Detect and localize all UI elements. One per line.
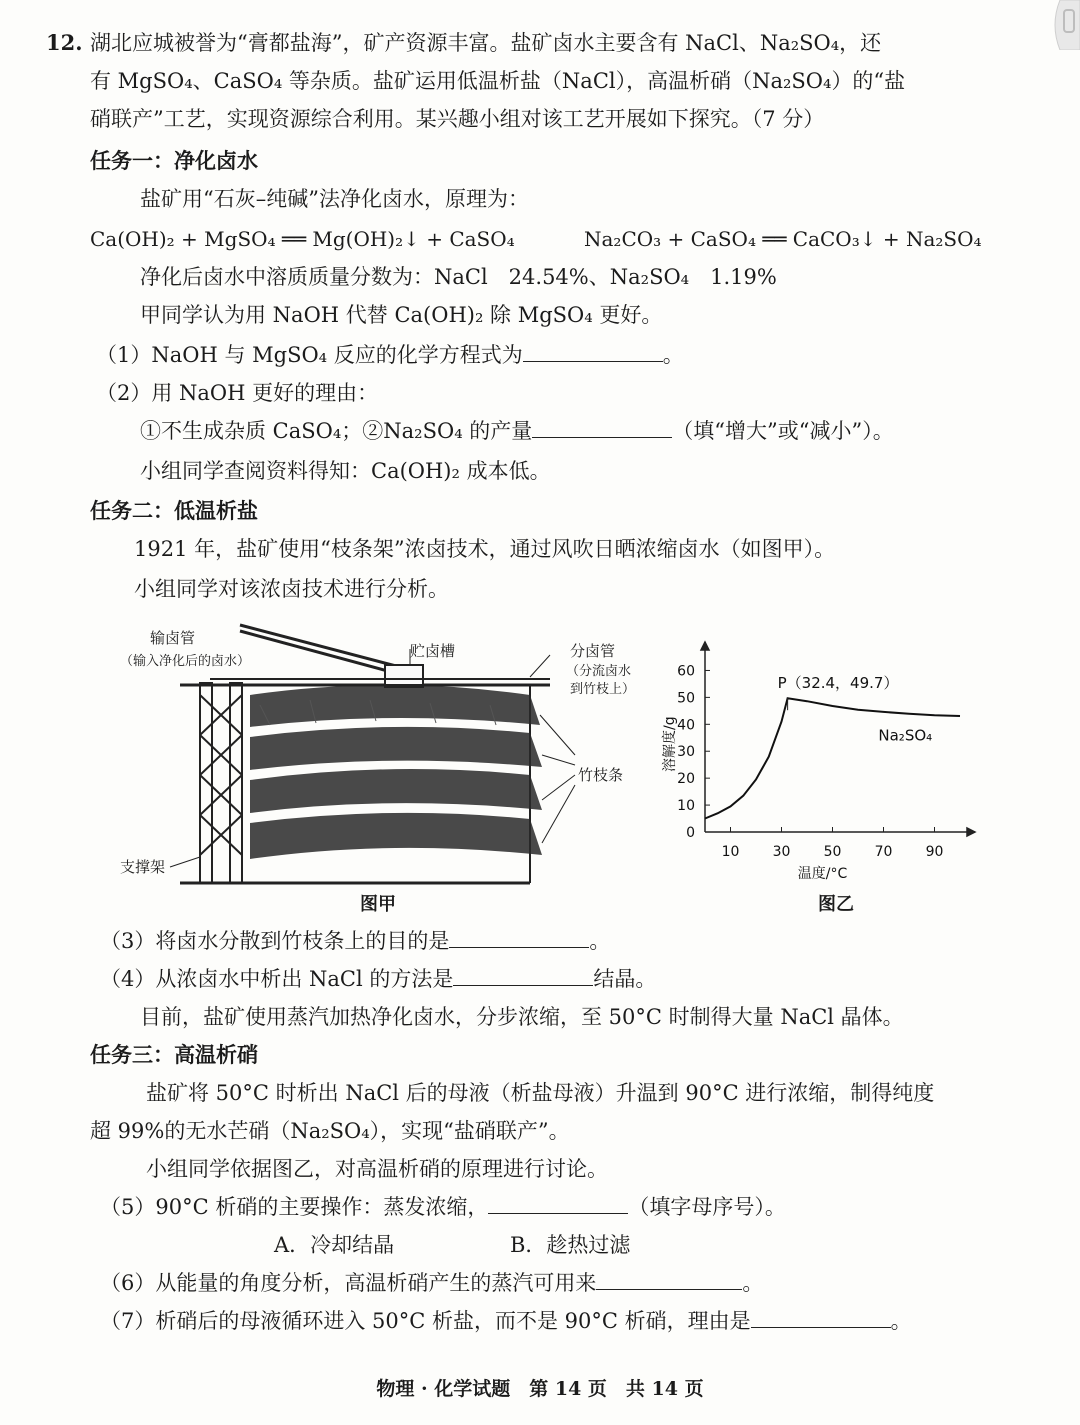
label-split-pipe: 分卤管 [570, 642, 616, 660]
task2-line-3: 目前，盐矿使用蒸汽加热净化卤水，分步浓缩，至 50°C 时制得大量 NaCl 晶体。 [140, 1005, 904, 1029]
option-a: A．冷却结晶 [274, 1233, 395, 1257]
x-axis-label: 温度/°C [797, 866, 848, 882]
task3-title: 任务三：高温析硝 [90, 1042, 258, 1067]
y-tick-label: 10 [677, 798, 695, 815]
y-tick-label: 0 [686, 825, 695, 841]
intro-line-2: 有 MgSO₄、CaSO₄ 等杂质。盐矿运用低温析盐（NaCl），高温析硝（Na₂SO₄）的“盐 [90, 69, 906, 93]
label-brine-pipe: 输卤管 [150, 629, 196, 647]
question-5-end: （填字母序号）。 [628, 1195, 786, 1219]
question-7 [100, 1306, 912, 1336]
y-tick-label: 40 [677, 717, 695, 734]
question-5 [100, 1192, 786, 1222]
chart-axes [701, 642, 975, 836]
question-7-end: 。 [890, 1309, 912, 1333]
equation-2: Na₂CO₃ + CaSO₄ ══ CaCO₃↓ + Na₂SO₄ [584, 227, 982, 251]
y-axis-arrow [701, 642, 709, 650]
x-axis-arrow [967, 828, 975, 836]
brine-tank [385, 665, 423, 687]
y-tick-label: 30 [677, 744, 695, 761]
answer-blank-4[interactable] [453, 965, 593, 986]
series-label: Na₂SO₄ [878, 726, 933, 745]
option-b: B．趁热过滤 [510, 1233, 631, 1257]
brine-pipe [240, 625, 400, 673]
bamboo-branches [250, 685, 542, 859]
task3-line-2: 超 99%的无水芒硝（Na₂SO₄），实现“盐硝联产”。 [90, 1119, 570, 1143]
x-tick-label: 30 [772, 844, 791, 860]
question-4-end: 结晶。 [593, 967, 657, 991]
label-brine-pipe-note: （输入净化后的卤水） [120, 654, 251, 669]
question-2-end: （填“增大”或“减小”）。 [672, 419, 894, 443]
question-1-end: 。 [662, 343, 684, 367]
answer-blank-2[interactable] [532, 417, 672, 438]
x-tick-label: 10 [721, 844, 740, 860]
task1-line-4: 小组同学查阅资料得知：Ca(OH)₂ 成本低。 [140, 459, 551, 483]
intro-line-1: 湖北应城被誉为“膏都盐海”，矿产资源丰富。盐矿卤水主要含有 NaCl、Na₂SO₄，还 [90, 31, 882, 55]
y-tick-label: 20 [677, 771, 695, 788]
task3-line-1: 盐矿将 50°C 时析出 NaCl 后的母液（析盐母液）升温到 90°C 进行浓缩，制得纯度 [146, 1081, 935, 1105]
question-2-detail [140, 416, 894, 446]
question-5-text: （5）90°C 析硝的主要操作：蒸发浓缩， [100, 1195, 489, 1219]
label-brine-tank: 贮卤槽 [410, 642, 456, 660]
series-line-na2so4 [705, 698, 960, 818]
task2-title: 任务二：低温析盐 [90, 498, 258, 523]
question-3 [100, 926, 610, 956]
figure-a-caption: 图甲 [360, 894, 396, 915]
question-4 [100, 964, 656, 994]
answer-blank-5[interactable] [488, 1193, 628, 1214]
label-support-frame: 支撑架 [120, 858, 166, 876]
figure-b-chart [660, 630, 990, 900]
answer-blank-6[interactable] [596, 1269, 742, 1290]
task2-line-2: 小组同学对该浓卤技术进行分析。 [134, 577, 449, 601]
x-tick-label: 90 [925, 844, 944, 860]
task3-line-3: 小组同学依据图乙，对高温析硝的原理进行讨论。 [146, 1157, 608, 1181]
question-6-end: 。 [742, 1271, 764, 1295]
question-6-text: （6）从能量的角度分析，高温析硝产生的蒸汽可用来 [100, 1271, 597, 1295]
x-tick-label: 50 [823, 844, 842, 860]
question-number: 12. [46, 30, 83, 55]
split-pipe [210, 679, 550, 685]
question-1-text: （1）NaOH 与 MgSO₄ 反应的化学方程式为 [96, 343, 523, 367]
question-3-text: （3）将卤水分散到竹枝条上的目的是 [100, 929, 450, 953]
question-1 [96, 340, 684, 370]
question-2-detail-text: ①不生成杂质 CaSO₄；②Na₂SO₄ 的产量 [140, 419, 533, 443]
point-p-label: P（32.4，49.7） [777, 674, 899, 693]
chart-ticks [677, 663, 943, 860]
answer-blank-1[interactable] [523, 341, 663, 362]
x-tick-label: 70 [874, 844, 893, 860]
page-footer: 物理 · 化学试题 第 14 页 共 14 页 [376, 1378, 704, 1400]
intro-line-3: 硝联产”工艺，实现资源综合利用。某兴趣小组对该工艺开展如下探究。（7 分） [90, 107, 825, 131]
task1-line-1: 盐矿用“石灰–纯碱”法净化卤水，原理为： [140, 187, 529, 211]
y-tick-label: 60 [677, 663, 695, 680]
label-split-note-1: （分流卤水 [566, 664, 632, 679]
question-4-text: （4）从浓卤水中析出 NaCl 的方法是 [100, 967, 454, 991]
question-7-text: （7）析硝后的母液循环进入 50°C 析盐，而不是 90°C 析硝，理由是 [100, 1309, 751, 1333]
question-3-end: 。 [589, 929, 611, 953]
task1-line-3: 甲同学认为用 NaOH 代替 Ca(OH)₂ 除 MgSO₄ 更好。 [140, 303, 663, 327]
answer-blank-7[interactable] [751, 1307, 891, 1328]
label-bamboo-branch: 竹枝条 [578, 766, 624, 784]
equation-1: Ca(OH)₂ + MgSO₄ ══ Mg(OH)₂↓ + CaSO₄ [90, 227, 515, 251]
y-axis-label: 溶解度/g [662, 716, 678, 772]
question-2: （2）用 NaOH 更好的理由： [96, 381, 379, 405]
answer-blank-3[interactable] [449, 927, 589, 948]
question-6 [100, 1268, 763, 1298]
y-tick-label: 50 [677, 690, 695, 707]
task2-line-1: 1921 年，盐矿使用“枝条架”浓卤技术，通过风吹日晒浓缩卤水（如图甲）。 [134, 537, 836, 561]
task1-line-2: 净化后卤水中溶质质量分数为：NaCl 24.54%、Na₂SO₄ 1.19% [140, 265, 777, 289]
label-split-note-2: 到竹枝上） [570, 682, 636, 697]
task1-title: 任务一：净化卤水 [90, 148, 258, 173]
binding-mark-icon [1020, 0, 1080, 50]
figure-b-caption: 图乙 [818, 894, 854, 915]
